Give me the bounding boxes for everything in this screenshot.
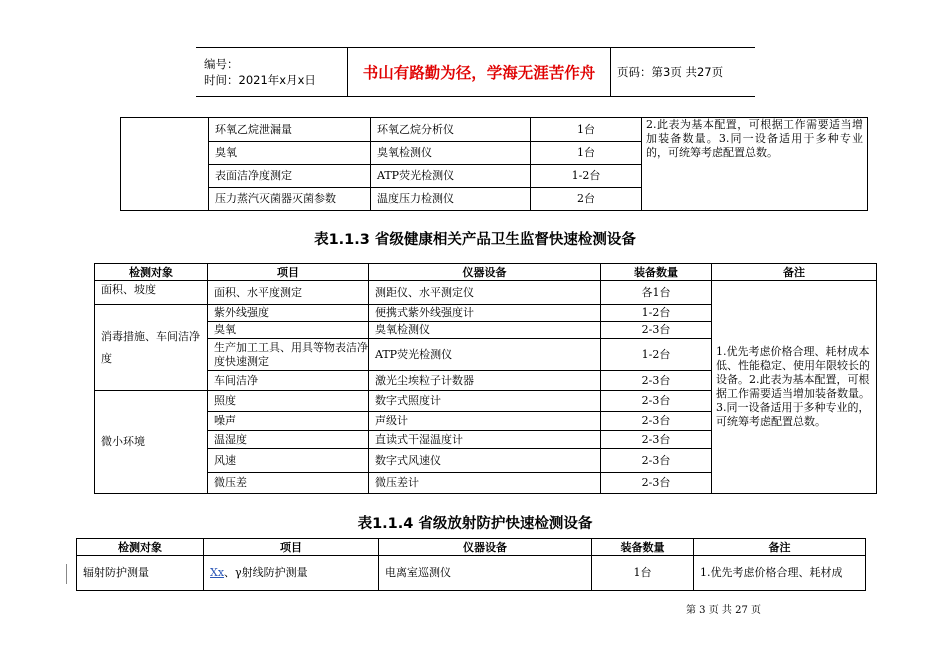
table-cell: 电离室巡测仪 [379, 556, 592, 591]
column-header: 仪器设备 [369, 264, 601, 281]
table-caption: 表1.1.4 省级放射防护快速检测设备 [357, 516, 593, 532]
table-cell: ATP荧光检测仪 [371, 165, 531, 188]
table-cell: 2-3台 [601, 412, 712, 431]
table-cell: 车间洁净 [208, 371, 369, 391]
table-cell: 2台 [531, 188, 642, 211]
table-cell: 1-2台 [601, 339, 712, 371]
table-cell: 1-2台 [601, 305, 712, 322]
table-cell: 1台 [592, 556, 694, 591]
column-header: 装备数量 [601, 264, 712, 281]
margin-mark [66, 564, 69, 584]
table-cell: 环氧乙烷泄漏量 [209, 118, 371, 142]
table-cell: 臭氧 [208, 322, 369, 339]
table-114 [76, 538, 866, 591]
table-cell: 压力蒸汽灭菌器灭菌参数 [209, 188, 371, 211]
table-cell: 1-2台 [531, 165, 642, 188]
table-cell: 臭氧检测仪 [371, 142, 531, 165]
table-note: 2.此表为基本配置，可根据工作需要适当增加装备数量。3.同一设备适用于多种专业的，可统筹考虑配置总数。 [642, 118, 868, 211]
table-cell: 风速 [208, 449, 369, 473]
header-motto: 书山有路勤为径，学海无涯苦作舟 [348, 48, 611, 97]
column-header: 备注 [694, 539, 866, 556]
table-cell: 2-3台 [601, 449, 712, 473]
table-cell-item [204, 556, 379, 591]
column-header: 项目 [208, 264, 369, 281]
table-cell-object: 消毒措施、车间洁净度 [95, 305, 208, 391]
table-cell: 温度压力检测仪 [371, 188, 531, 211]
table-113 [94, 263, 877, 494]
table-cell: 照度 [208, 391, 369, 412]
table-cell-object: 辐射防护测量 [77, 556, 204, 591]
table-cell: 噪声 [208, 412, 369, 431]
table-cell: 便携式紫外线强度计 [369, 305, 601, 322]
table-cell: ATP荧光检测仪 [369, 339, 601, 371]
table-cell: 数字式风速仪 [369, 449, 601, 473]
table-cell: 臭氧 [209, 142, 371, 165]
column-header: 仪器设备 [379, 539, 592, 556]
table-note: 1.优先考虑价格合理、耗材成本低、性能稳定、使用年限较长的设备。2.此表为基本配置，可根据工作需要适当增加装备数量。3.同一设备适用于多种专业的，可统筹考虑配置总数。 [712, 281, 877, 494]
table-cell: 激光尘埃粒子计数器 [369, 371, 601, 391]
item-text: 、γ射线防护测量 [224, 566, 308, 579]
table-note: 1.优先考虑价格合理、耗材成 [694, 556, 866, 591]
table-cell: 2-3台 [601, 431, 712, 449]
table-cell: 紫外线强度 [208, 305, 369, 322]
column-header: 装备数量 [592, 539, 694, 556]
table-cell: 微压差 [208, 473, 369, 494]
table-cell: 2-3台 [601, 473, 712, 494]
column-header: 备注 [712, 264, 877, 281]
item-prefix-link[interactable]: Xx [210, 566, 225, 579]
header-meta [196, 48, 348, 97]
table-cell: 1台 [531, 142, 642, 165]
table-cell: 1台 [531, 118, 642, 142]
table-cell: 2-3台 [601, 371, 712, 391]
table-cell: 生产加工工具、用具等物表洁净度快速测定 [208, 339, 369, 371]
table-cell-empty [121, 118, 209, 211]
table-cell: 2-3台 [601, 391, 712, 412]
table-cell: 直读式干湿温度计 [369, 431, 601, 449]
table-row [95, 281, 877, 305]
header-page-number: 页码：第3页 共27页 [611, 48, 756, 97]
table-cell: 微压差计 [369, 473, 601, 494]
table-cell: 环氧乙烷分析仪 [371, 118, 531, 142]
table-cell: 臭氧检测仪 [369, 322, 601, 339]
column-header: 检测对象 [77, 539, 204, 556]
page-footer: 第 3 页 共 27 页 [686, 605, 761, 616]
table-cell: 各1台 [601, 281, 712, 305]
column-header: 项目 [204, 539, 379, 556]
table-cell: 温湿度 [208, 431, 369, 449]
table-cell-object: 面积、坡度 [95, 281, 208, 305]
table-cell: 面积、水平度测定 [208, 281, 369, 305]
table-prev-continued [120, 117, 868, 211]
table-cell-object: 微小环境 [95, 391, 208, 494]
table-cell: 声级计 [369, 412, 601, 431]
page-header [196, 47, 755, 97]
time-label: 时间：2021年x月x日 [204, 73, 316, 87]
table-row [77, 556, 866, 591]
number-label: 编号： [204, 57, 239, 71]
table-cell: 2-3台 [601, 322, 712, 339]
table-cell: 数字式照度计 [369, 391, 601, 412]
column-header: 检测对象 [95, 264, 208, 281]
table-cell: 测距仪、水平测定仪 [369, 281, 601, 305]
table-caption: 表1.1.3 省级健康相关产品卫生监督快速检测设备 [314, 232, 636, 248]
table-header-row [95, 264, 877, 281]
table-cell: 表面洁净度测定 [209, 165, 371, 188]
table-header-row [77, 539, 866, 556]
